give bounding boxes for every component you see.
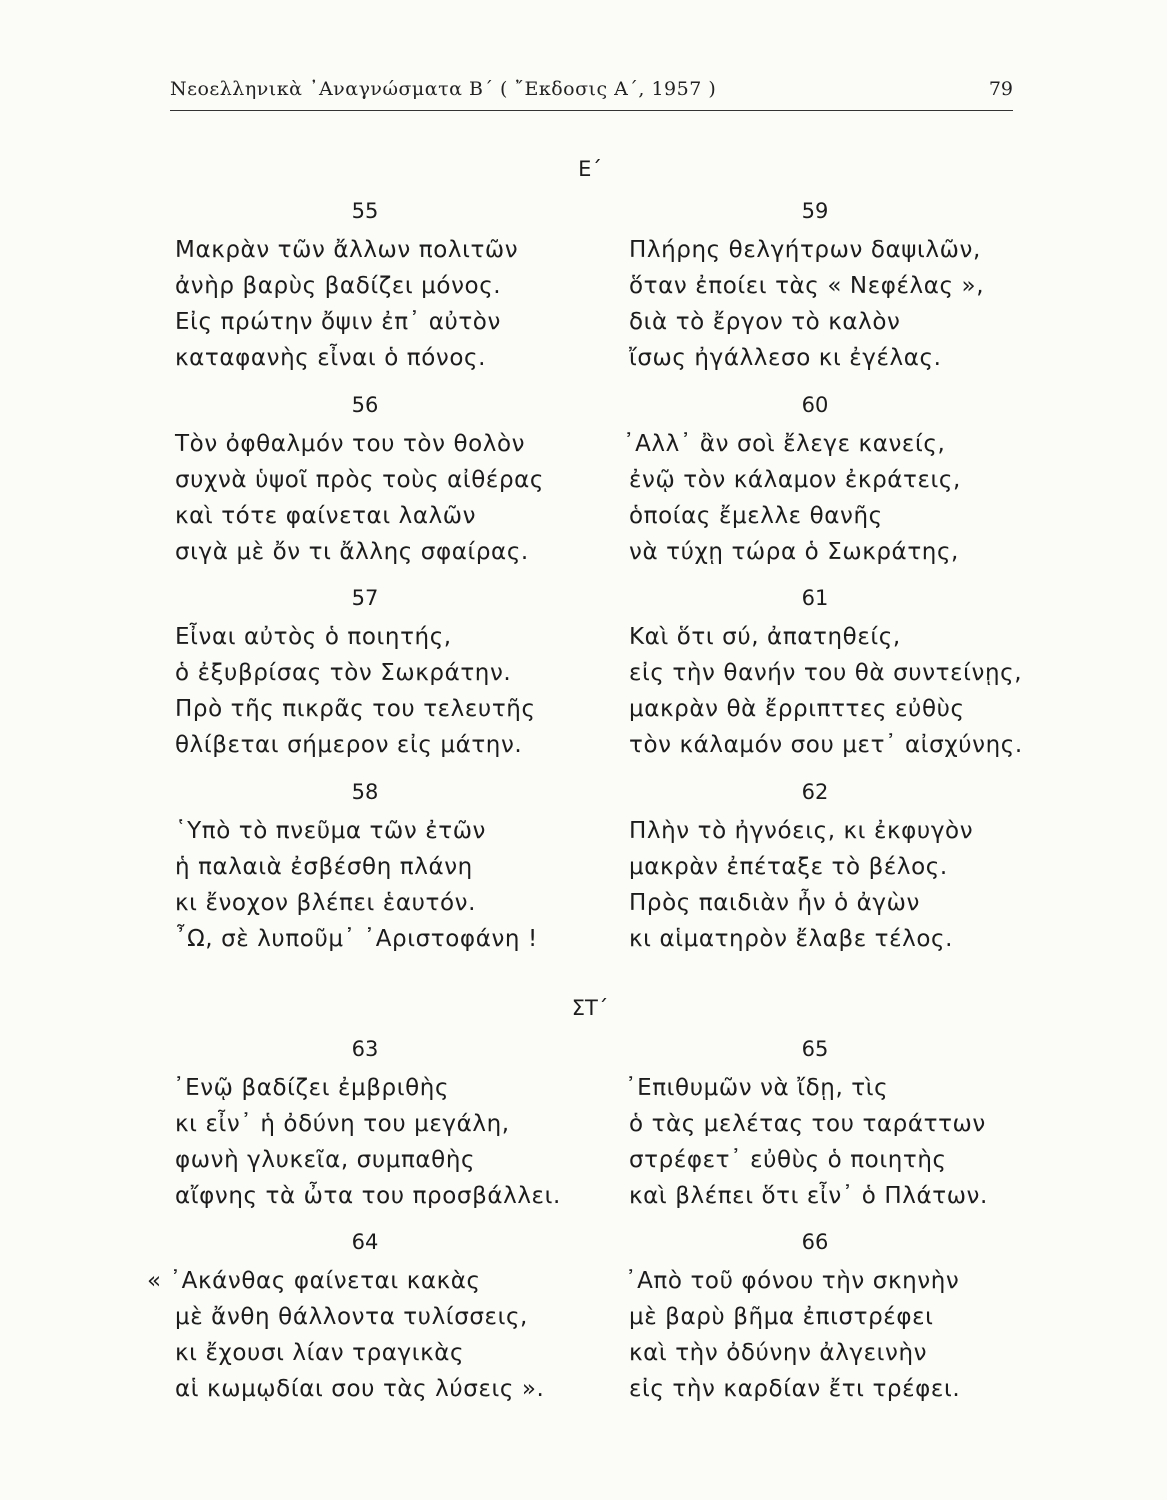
verse-line: εἰς τὴν θανήν του θὰ συντείνῃς,	[629, 660, 1023, 686]
verse-line: Εἰς πρώτην ὄψιν ἐπ᾿ αὐτὸν	[175, 309, 501, 335]
stanza-number: 63	[351, 1037, 379, 1061]
verse-line: ᾿Αλλ᾿ ἂν σοὶ ἔλεγε κανείς,	[623, 431, 946, 457]
verse-line: μὲ βαρὺ βῆμα ἐπιστρέφει	[629, 1304, 934, 1330]
verse-line: ῾Υπὸ τὸ πνεῦμα τῶν ἐτῶν	[175, 818, 487, 844]
verse-line: Μακρὰν τῶν ἄλλων πολιτῶν	[175, 237, 519, 263]
verse-line: συχνὰ ὑψοῖ πρὸς τοὺς αἰθέρας	[175, 467, 545, 493]
stanza-number: 59	[801, 199, 829, 223]
verse-line: ὅταν ἐποίει τὰς « Νεφέλας »,	[629, 273, 985, 299]
verse-line: Πλήρης θελγήτρων δαψιλῶν,	[629, 237, 981, 263]
stanza-number: 56	[351, 393, 379, 417]
verse-line: ὁ τὰς μελέτας του ταράττων	[629, 1111, 986, 1137]
verse-line: τὸν κάλαμόν σου μετ᾿ αἰσχύνης.	[629, 732, 1023, 758]
verse-line: φωνὴ γλυκεῖα, συμπαθὴς	[175, 1147, 476, 1173]
stanza-number: 57	[351, 586, 379, 610]
verse-line: Εἶναι αὐτὸς ὁ ποιητής,	[175, 624, 452, 650]
running-header	[170, 76, 1013, 111]
verse-line: κι ἔχουσι λίαν τραγικὰς	[175, 1340, 465, 1366]
verse-line: Πρὸς παιδιὰν ἦν ὁ ἀγὼν	[629, 890, 920, 916]
verse-line: ἡ παλαιὰ ἐσβέσθη πλάνη	[175, 854, 473, 880]
header-title: Νεοελληνικὰ ᾿Αναγνώσματα Β΄ ( ῎Εκδοσις Α΄, 1957 )	[170, 78, 717, 100]
stanza-number: 60	[801, 393, 829, 417]
verse-line: « ᾿Ακάνθας φαίνεται κακὰς	[147, 1268, 481, 1294]
section-title-st: ΣΤ΄	[571, 996, 609, 1020]
verse-line: νὰ τύχῃ τώρα ὁ Σωκράτης,	[629, 539, 959, 565]
verse-line: Πρὸ τῆς πικρᾶς του τελευτῆς	[175, 696, 536, 722]
verse-line: μακρὰν ἐπέταξε τὸ βέλος.	[629, 854, 948, 880]
verse-line: καὶ βλέπει ὅτι εἶν᾿ ὁ Πλάτων.	[629, 1183, 988, 1209]
verse-line: εἰς τὴν καρδίαν ἔτι τρέφει.	[629, 1376, 961, 1402]
stanza-number: 62	[801, 780, 829, 804]
verse-line: κι αἱματηρὸν ἔλαβε τέλος.	[629, 926, 954, 952]
verse-line: θλίβεται σήμερον εἰς μάτην.	[175, 732, 523, 758]
verse-line: Καὶ ὅτι σύ, ἀπατηθείς,	[629, 624, 901, 650]
verse-line: μακρὰν θὰ ἔρριπττες εὐθὺς	[629, 696, 965, 722]
stanza-number: 65	[801, 1037, 829, 1061]
verse-line: Τὸν ὀφθαλμόν του τὸν θολὸν	[175, 431, 526, 457]
verse-line: αἴφνης τὰ ὦτα του προσβάλλει.	[175, 1183, 561, 1209]
verse-line: καὶ τότε φαίνεται λαλῶν	[175, 503, 477, 529]
verse-line: καὶ τὴν ὀδύνην ἀλγεινὴν	[629, 1340, 928, 1366]
verse-line: ἀνὴρ βαρὺς βαδίζει μόνος.	[175, 273, 502, 299]
verse-line: ῏Ω, σὲ λυποῦμ᾿ ᾿Αριστοφάνη !	[175, 926, 538, 952]
page-number: 79	[988, 78, 1013, 100]
verse-line: ὁποίας ἔμελλε θανῆς	[629, 503, 883, 529]
verse-line: καταφανὴς εἶναι ὁ πόνος.	[175, 345, 487, 371]
stanza-number: 64	[351, 1230, 379, 1254]
section-title-e: Ε΄	[578, 157, 602, 181]
verse-line: ᾿Απὸ τοῦ φόνου τὴν σκηνὴν	[625, 1268, 960, 1294]
verse-line: μὲ ἄνθη θάλλοντα τυλίσσεις,	[175, 1304, 528, 1330]
stanza-number: 61	[801, 586, 829, 610]
verse-line: κι ἔνοχον βλέπει ἑαυτόν.	[175, 890, 476, 916]
verse-line: Πλὴν τὸ ἠγνόεις, κι ἐκφυγὸν	[629, 818, 974, 844]
stanza-number: 66	[801, 1230, 829, 1254]
stanza-number: 55	[351, 199, 379, 223]
verse-line: ὁ ἐξυβρίσας τὸν Σωκράτην.	[175, 660, 512, 686]
verse-line: στρέφετ᾿ εὐθὺς ὁ ποιητὴς	[629, 1147, 947, 1173]
verse-line: κι εἶν᾿ ἡ ὀδύνη του μεγάλη,	[175, 1111, 510, 1137]
stanza-number: 58	[351, 780, 379, 804]
verse-line: σιγὰ μὲ ὄν τι ἄλλης σφαίρας.	[175, 539, 529, 565]
verse-line: διὰ τὸ ἔργον τὸ καλὸν	[629, 309, 901, 335]
verse-line: αἱ κωμῳδίαι σου τὰς λύσεις ».	[175, 1376, 545, 1402]
verse-line: ἐνῷ τὸν κάλαμον ἐκράτεις,	[629, 467, 961, 493]
verse-line: ᾿Επιθυμῶν νὰ ἴδῃ, τὶς	[625, 1075, 889, 1101]
verse-line: ἴσως ἠγάλλεσο κι ἐγέλας.	[629, 345, 942, 371]
verse-line: ᾿Ενῷ βαδίζει ἐμβριθὴς	[173, 1075, 450, 1101]
